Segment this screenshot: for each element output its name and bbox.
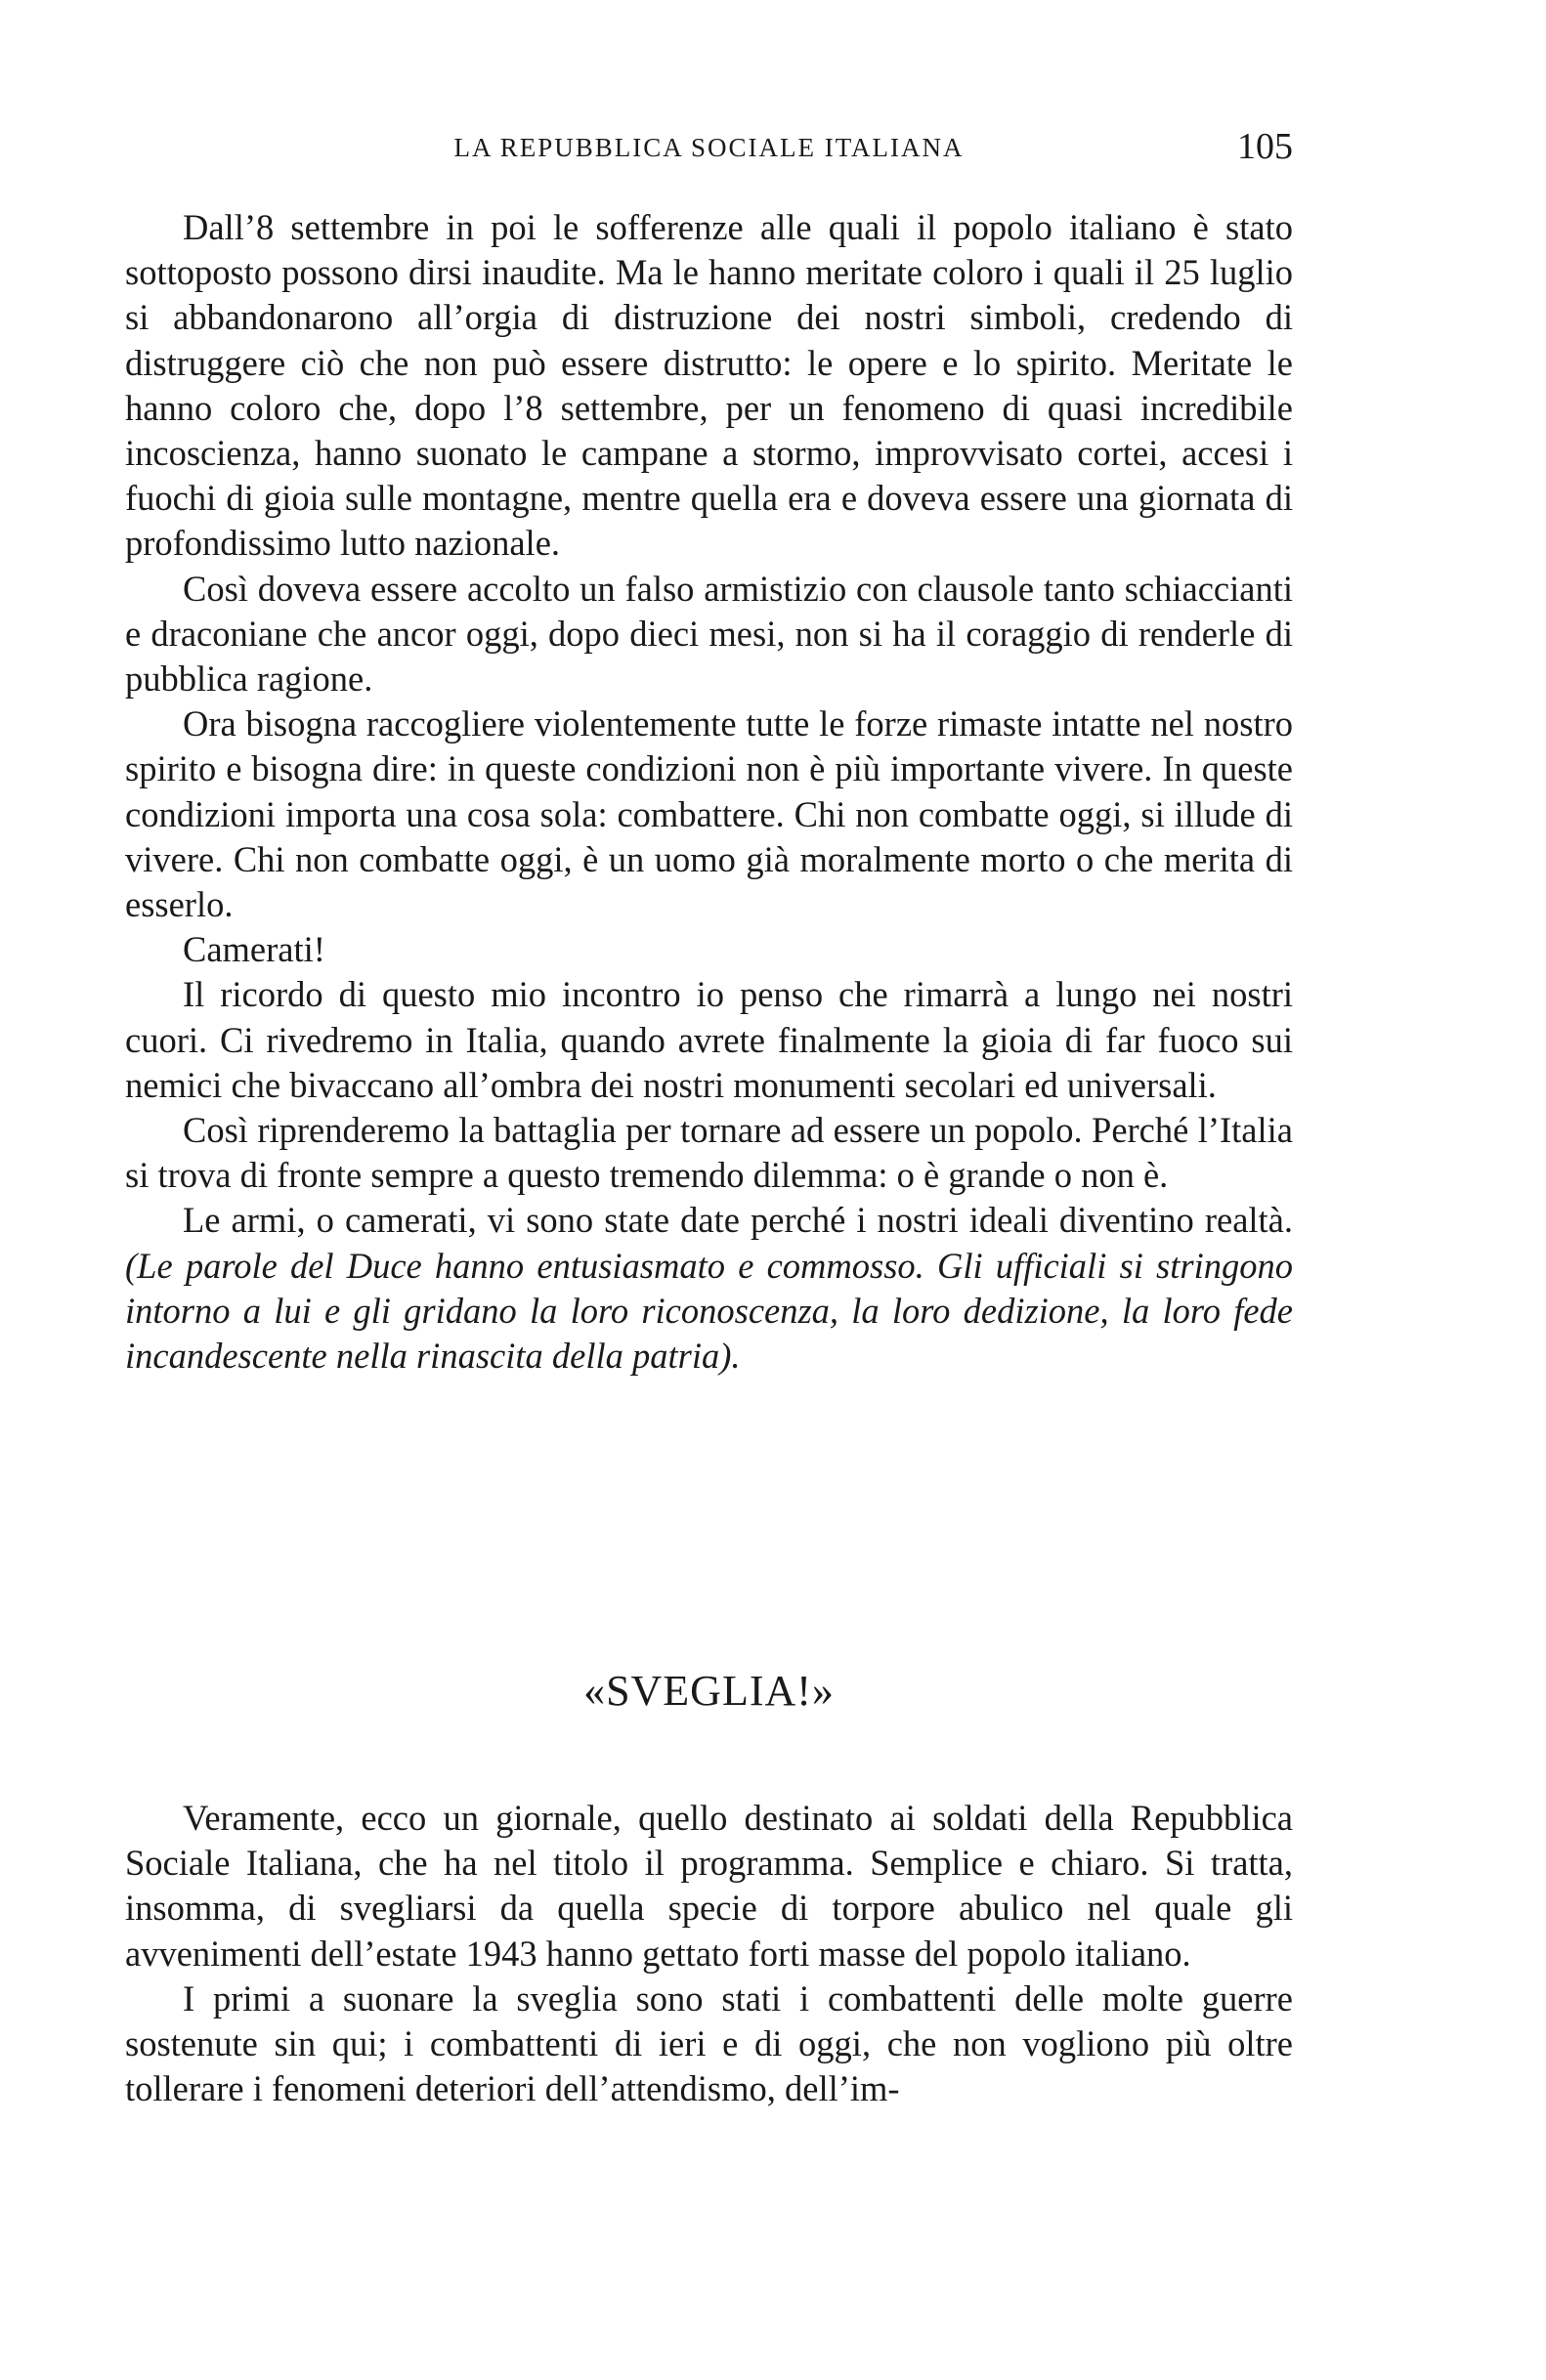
paragraph: Veramente, ecco un giornale, quello destinato ai soldati della Repubblica Sociale Italiana, che ha nel titolo il programma. Semplice e chiaro. Si tratta, insomma, di svegliarsi da quella specie di torpore abulico nel quale gli avvenimenti dell’estate 1943 hanno gettato forti masse del popolo italiano. bbox=[125, 1798, 1293, 1974]
page-number: 105 bbox=[1237, 126, 1293, 167]
paragraph: Così doveva essere accolto un falso armistizio con clausole tanto schiaccianti e draconiane che ancor oggi, dopo dieci mesi, non si ha il coraggio di renderle di pubblica ragione. bbox=[125, 568, 1293, 700]
running-header bbox=[125, 125, 1293, 174]
running-title: LA REPUBBLICA SOCIALE ITALIANA bbox=[453, 133, 965, 162]
paragraph-exclamation: Camerati! bbox=[183, 929, 325, 970]
section-body-1 bbox=[125, 205, 1293, 1379]
paragraph-with-stage-direction bbox=[125, 1198, 1293, 1379]
paragraph-text: Le armi, o camerati, vi sono state date perché i nostri ideali diventino realtà. bbox=[183, 1200, 1293, 1241]
paragraph: Dall’8 settembre in poi le sofferenze alle quali il popolo italiano è stato sottoposto possono dirsi inaudite. Ma le hanno meritate coloro i quali il 25 luglio si abbandonarono all’orgia di distruzione dei nostri simboli, credendo di distruggere ciò che non può essere distrutto: le opere e lo spirito. Meritate le hanno coloro che, dopo l’8 settembre, per un fenomeno di quasi incredibile incoscienza, hanno suonato le campane a stormo, improvvisato cortei, accesi i fuochi di gioia sulle montagne, mentre quella era e doveva essere una giornata di profondissimo lutto nazionale. bbox=[125, 207, 1293, 564]
section-body-2 bbox=[125, 1796, 1293, 2111]
paragraph: I primi a suonare la sveglia sono stati i combattenti delle molte guerre sostenute sin qui; i combattenti di ieri e di oggi, che non vogliono più oltre tollerare i fenomeni deteriori dell’attendismo, dell’im- bbox=[125, 1977, 1293, 2109]
section-title: «SVEGLIA!» bbox=[583, 1667, 835, 1715]
paragraph: Il ricordo di questo mio incontro io penso che rimarrà a lungo nei nostri cuori. Ci rivedremo in Italia, quando avrete finalmente la gioia di far fuoco sui nemici che bivaccano all’ombra dei nostri monumenti secolari ed universali. bbox=[125, 974, 1293, 1105]
stage-direction: (Le parole del Duce hanno entusiasmato e commosso. Gli ufficiali si stringono intorno a lui e gli gridano la loro riconoscenza, la loro dedizione, la loro fede incandescente nella rinascita della patria). bbox=[125, 1245, 1293, 1377]
paragraph: Ora bisogna raccogliere violentemente tutte le forze rimaste intatte nel nostro spirito e bisogna dire: in queste condizioni non è più importante vivere. In queste condizioni importa una cosa sola: combattere. Chi non combatte oggi, si illude di vivere. Chi non combatte oggi, è un uomo già moralmente morto o che merita di esserlo. bbox=[125, 703, 1293, 925]
paragraph: Così riprenderemo la battaglia per tornare ad essere un popolo. Perché l’Italia si trova di fronte sempre a questo tremendo dilemma: o è grande o non è. bbox=[125, 1110, 1293, 1196]
